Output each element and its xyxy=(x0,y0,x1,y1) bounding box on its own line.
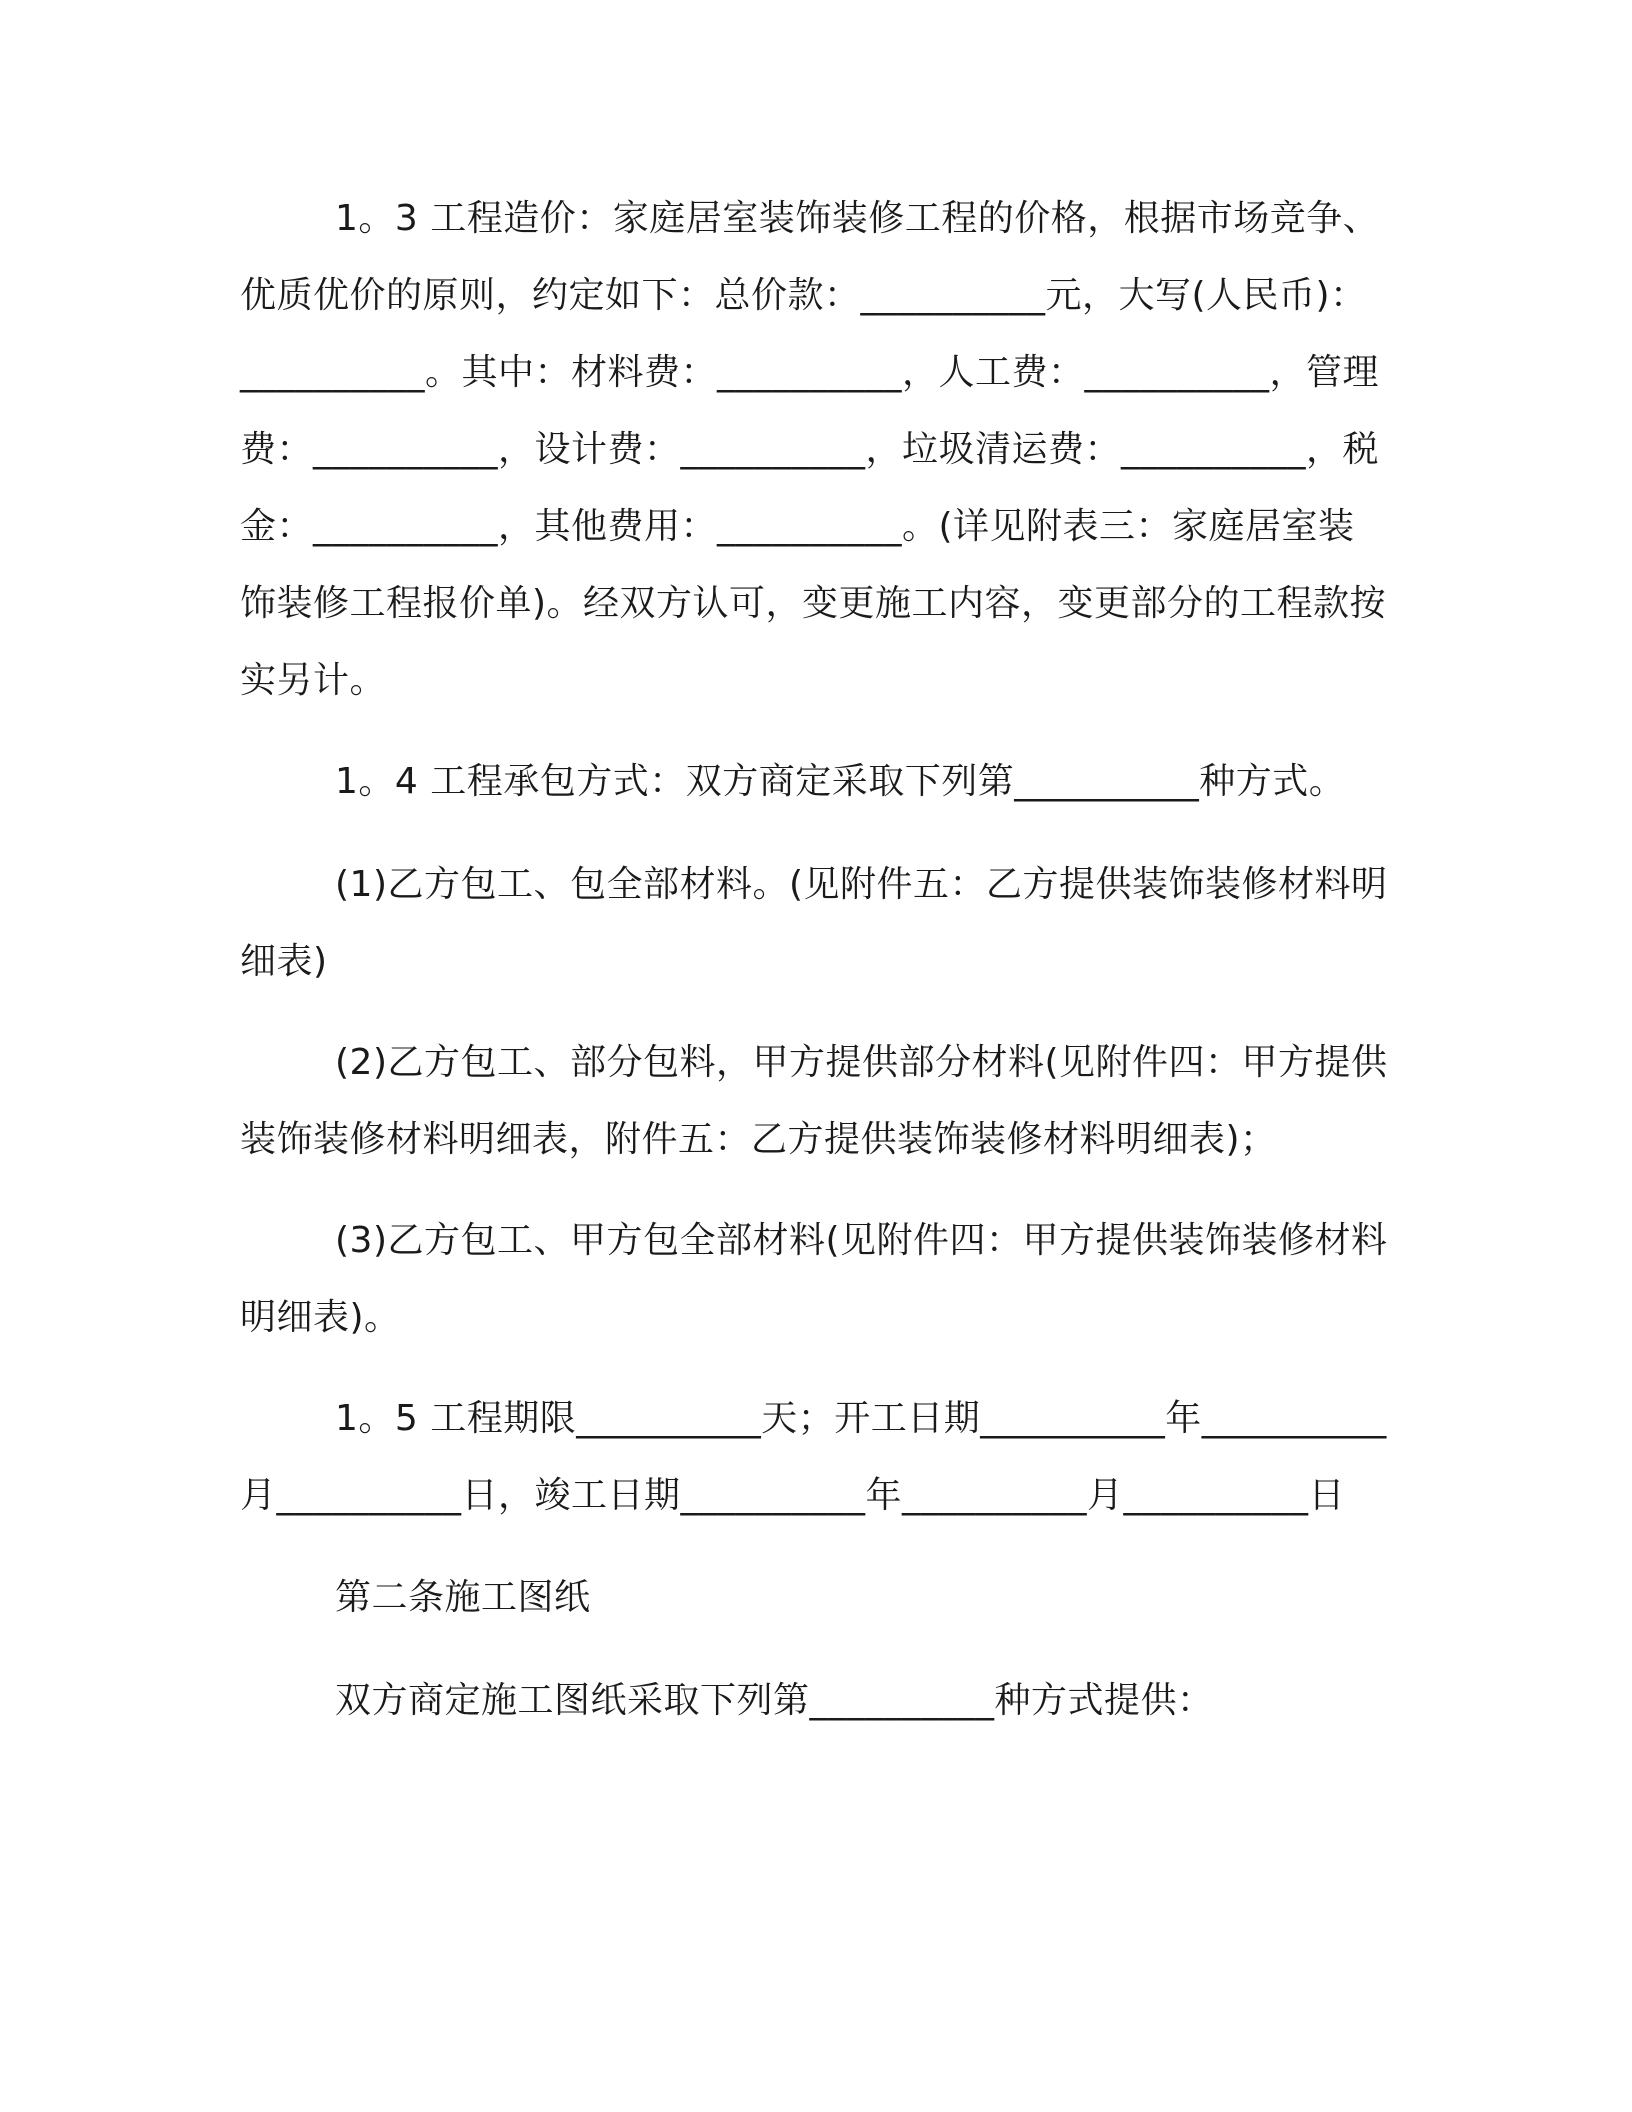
clause-1-5-schedule: 1。5 工程期限__________天；开工日期__________年__________月__________日，竣工日期__________年__________月__________日 xyxy=(240,1398,1387,1516)
option-1-full-materials: (1)乙方包工、包全部材料。(见附件五：乙方提供装饰装修材料明细表) xyxy=(240,864,1388,982)
option-3-owner-materials: (3)乙方包工、甲方包全部材料(见附件四：甲方提供装饰装修材料明细表)。 xyxy=(240,1220,1388,1338)
clause-1-4-contract-method: 1。4 工程承包方式：双方商定采取下列第__________种方式。 xyxy=(335,761,1346,802)
article-2-drawings-text: 双方商定施工图纸采取下列第__________种方式提供： xyxy=(335,1680,1214,1721)
article-2-heading: 第二条施工图纸 xyxy=(335,1577,591,1618)
clause-1-3-price: 1。3 工程造价：家庭居室装饰装修工程的价格，根据市场竞争、优质优价的原则，约定如下：总价款：__________元，大写(人民币)：__________。其中：材料费：__________，人工费：__________，管理费：__________，设计费：__________，垃圾清运费：__________，税金：__________，其他费用：__________。(详见附表三：家庭居室装饰装修工程报价单)。经双方认可，变更施工内容，变更部分的工程款按实另计。 xyxy=(240,198,1387,701)
option-2-partial-materials: (2)乙方包工、部分包料，甲方提供部分材料(见附件四：甲方提供装饰装修材料明细表，附件五：乙方提供装饰装修材料明细表)； xyxy=(240,1042,1388,1160)
contract-body xyxy=(240,180,1390,1739)
